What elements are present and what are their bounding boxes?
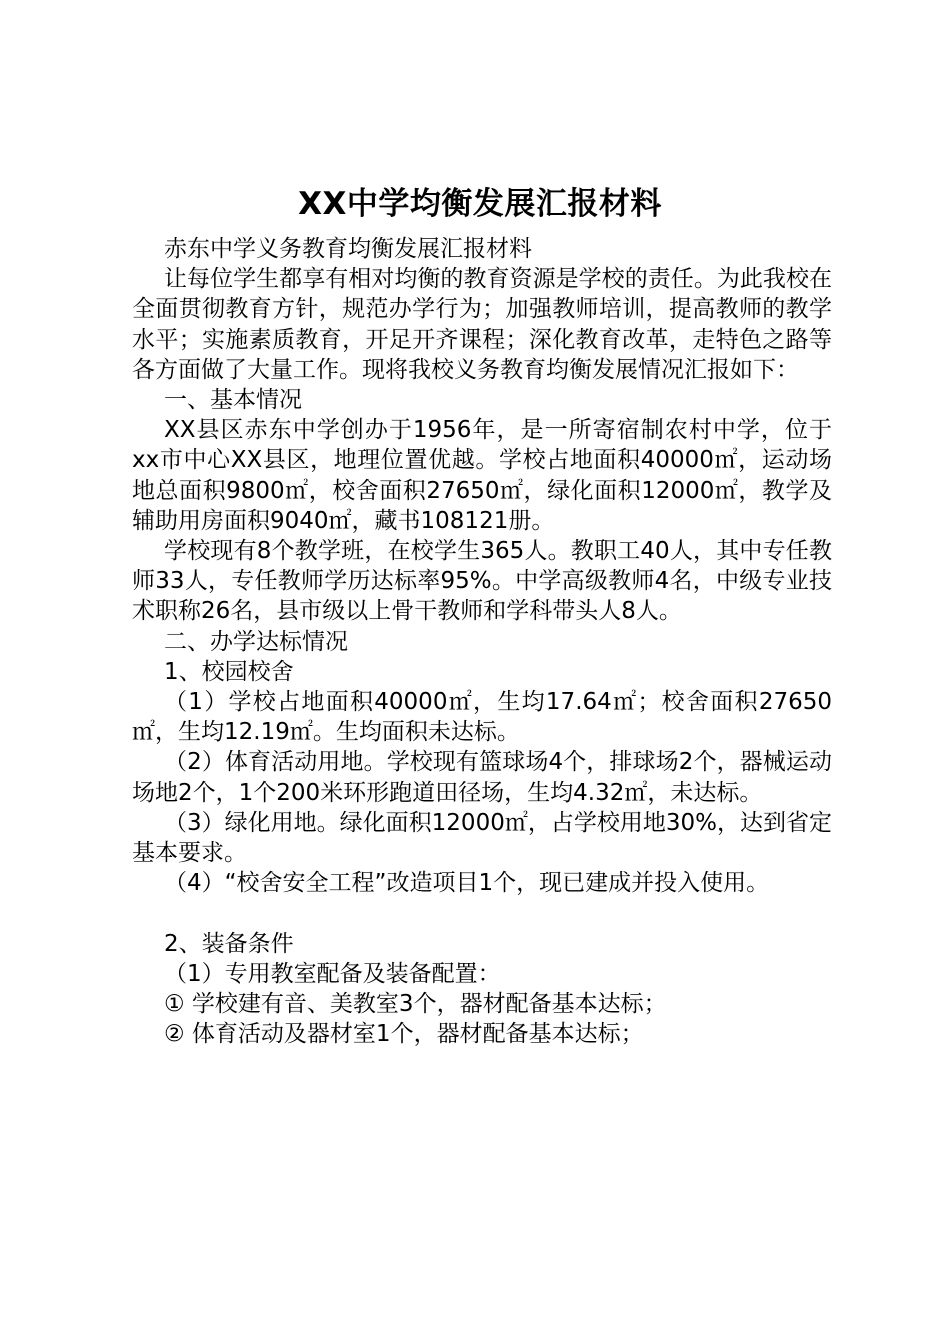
campus-item-4: （4）“校舍安全工程”改造项目1个，现已建成并投入使用。: [164, 870, 770, 897]
blank-line: [132, 898, 832, 928]
section-heading-basic: 一、基本情况: [164, 387, 302, 414]
subheading-equipment: 2、装备条件: [164, 930, 294, 957]
section-heading-standards: 二、办学达标情况: [164, 628, 348, 655]
campus-item-1: （1）学校占地面积40000㎡，生均17.64㎡；校舍面积27650㎡，生均12.19㎡。生均面积未达标。: [132, 689, 832, 746]
basic-info-paragraph: XX县区赤东中学创办于1956年，是一所寄宿制农村中学，位于xx市中心XX县区，地理位置优越。学校占地面积40000㎡，运动场地总面积9800㎡，校舍面积27650㎡，绿化面积12000㎡，教学及辅助用房面积9040㎡，藏书108121册。: [132, 417, 832, 534]
campus-item-3: （3）绿化用地。绿化面积12000㎡，占学校用地30%，达到省定基本要求。: [132, 809, 832, 867]
intro-paragraph: 让每位学生都享有相对均衡的教育资源是学校的责任。为此我校在全面贯彻教育方针，规范办学行为；加强教师培训，提高教师的教学水平；实施素质教育，开足开齐课程；深化教育改革，走特色之路等各方面做了大量工作。现将我校义务教育均衡发展情况汇报如下：: [132, 266, 832, 383]
subtitle-paragraph: 赤东中学义务教育均衡发展汇报材料: [164, 236, 532, 262]
document-body: [132, 234, 832, 1049]
staff-paragraph: 学校现有8个教学班，在校学生365人。教职工40人，其中专任教师33人，专任教师学历达标率95%。中学高级教师4名，中级专业技术职称26名，县市级以上骨干教师和学科带头人8人。: [132, 538, 832, 625]
document-title: XX中学均衡发展汇报材料: [298, 186, 662, 222]
subheading-campus: 1、校园校舍: [164, 658, 294, 685]
equipment-item-1: （1）专用教室配备及装备配置：: [164, 960, 501, 987]
equipment-subitem-1: ① 学校建有音、美教室3个，器材配备基本达标；: [164, 991, 667, 1018]
equipment-subitem-2: ② 体育活动及器材室1个，器材配备基本达标；: [164, 1021, 644, 1048]
campus-item-2: （2）体育活动用地。学校现有篮球场4个，排球场2个，器械运动场地2个，1个200米环形跑道田径场，生均4.32㎡，未达标。: [132, 749, 832, 806]
